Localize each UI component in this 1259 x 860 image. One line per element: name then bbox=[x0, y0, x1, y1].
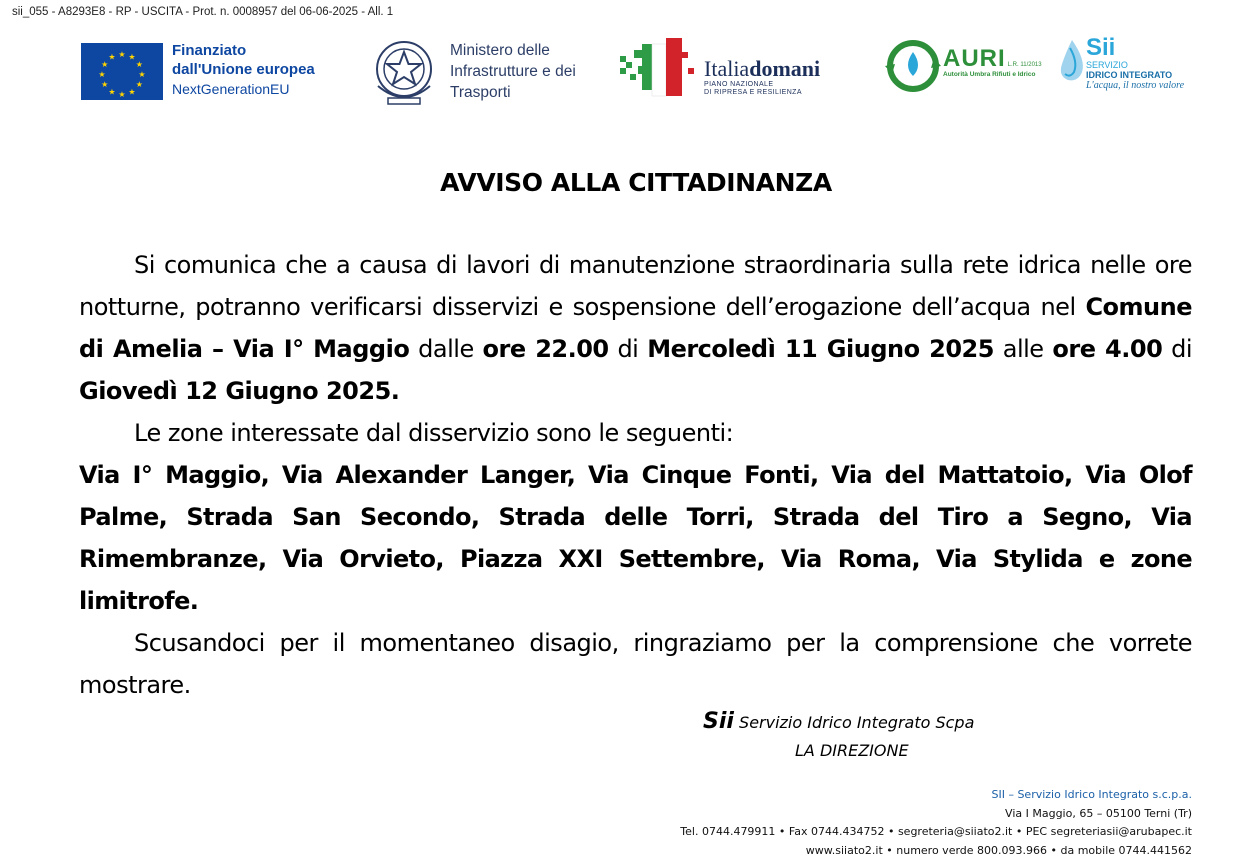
sii-text bbox=[1086, 36, 1184, 92]
eu-line1: Finanziato bbox=[172, 41, 315, 60]
paragraph-apology: Scusandoci per il momentaneo disagio, ringraziamo per la comprensione che vorrete mostrare. bbox=[79, 622, 1192, 706]
footer-contacts bbox=[680, 786, 1192, 860]
svg-text:★: ★ bbox=[118, 90, 125, 99]
paragraph-zones-list: Via I° Maggio, Via Alexander Langer, Via Cinque Fonti, Via del Mattatoio, Via Olof Palme, Strada San Secondo, Strada delle Torri, Strada del Tiro a Segno, Via Rimembranze, Via Orvieto, Piazza XXI Settembre, Via Roma, Via Stylida e zone limitrofe. bbox=[79, 454, 1192, 622]
footer-web-line: www.siiato2.it • numero verde 800.093.966 • da mobile 0744.441562 bbox=[680, 842, 1192, 860]
sii-water-drop-icon bbox=[1056, 38, 1088, 84]
eu-flag-icon bbox=[81, 43, 163, 100]
svg-text:★: ★ bbox=[101, 80, 108, 89]
sii-name: Sii bbox=[1086, 36, 1184, 60]
footer-company: SII – Servizio Idrico Integrato s.c.p.a. bbox=[680, 786, 1192, 805]
eu-line2: dall'Unione europea bbox=[172, 60, 315, 79]
signature-company: Servizio Idrico Integrato Scpa bbox=[739, 713, 974, 732]
svg-text:★: ★ bbox=[138, 70, 145, 79]
sii-line2: IDRICO INTEGRATO bbox=[1086, 70, 1184, 80]
svg-text:★: ★ bbox=[101, 60, 108, 69]
svg-text:★: ★ bbox=[108, 53, 115, 62]
auri-name: AURI bbox=[943, 45, 1006, 72]
italian-republic-emblem-icon bbox=[372, 38, 436, 108]
p1-text-g: alle bbox=[994, 335, 1052, 363]
p1-start-time: ore 22.00 bbox=[483, 335, 609, 363]
footer-contacts-line: Tel. 0744.479911 • Fax 0744.434752 • segreteria@siiato2.it • PEC segreteriasii@arubapec.it bbox=[680, 823, 1192, 842]
p1-text-c: dalle bbox=[409, 335, 482, 363]
italia-sub2: DI RIPRESA E RESILIENZA bbox=[704, 89, 820, 97]
svg-text:★: ★ bbox=[108, 87, 115, 96]
signature-role: LA DIREZIONE bbox=[795, 738, 974, 764]
signature-brand: Sii bbox=[703, 709, 734, 734]
eu-funding-text bbox=[172, 41, 315, 100]
signature-block bbox=[703, 707, 974, 764]
p1-end-time: ore 4.00 bbox=[1052, 335, 1162, 363]
auri-logo-icon bbox=[885, 40, 941, 92]
paragraph-outage bbox=[79, 244, 1192, 412]
italia-domani-title bbox=[704, 57, 820, 81]
sii-line1: SERVIZIO bbox=[1086, 60, 1184, 70]
svg-text:★: ★ bbox=[128, 87, 135, 96]
svg-text:★: ★ bbox=[128, 53, 135, 62]
auri-text bbox=[943, 47, 1042, 79]
auri-subtitle: Autorità Umbra Rifiuti e Idrico bbox=[943, 71, 1042, 79]
p1-location: Comune di Amelia – Via I° Maggio bbox=[79, 293, 1192, 363]
p1-text-e: di bbox=[609, 335, 648, 363]
svg-text:★: ★ bbox=[136, 80, 143, 89]
p1-text-i: di bbox=[1162, 335, 1192, 363]
p1-end-date: Giovedì 12 Giugno 2025. bbox=[79, 377, 399, 405]
italia-sub1: PIANO NAZIONALE bbox=[704, 81, 820, 89]
svg-text:★: ★ bbox=[136, 60, 143, 69]
footer-address: Via I Maggio, 65 – 05100 Terni (Tr) bbox=[680, 805, 1192, 824]
italia-domani-text bbox=[704, 57, 820, 97]
p1-text-a: Si comunica che a causa di lavori di manutenzione straordinaria sulla rete idrica nelle ore notturne, potranno verificarsi disservizi e sospensione dell’erogazione dell’acqua nel bbox=[79, 251, 1192, 321]
svg-text:★: ★ bbox=[118, 50, 125, 59]
notice-body bbox=[79, 244, 1192, 706]
paragraph-zones-intro: Le zone interessate dal disservizio sono le seguenti: bbox=[79, 412, 1192, 454]
p1-start-date: Mercoledì 11 Giugno 2025 bbox=[647, 335, 994, 363]
italia-domani-flag-icon bbox=[620, 38, 700, 102]
domani-word: domani bbox=[749, 56, 820, 81]
ministry-line1: Ministero delle bbox=[450, 40, 576, 61]
eu-line3: NextGenerationEU bbox=[172, 79, 315, 100]
protocol-line: sii_055 - A8293E8 - RP - USCITA - Prot. n. 0008957 del 06-06-2025 - All. 1 bbox=[12, 6, 393, 18]
ministry-text bbox=[450, 40, 576, 103]
ministry-line2: Infrastrutture e dei bbox=[450, 61, 576, 82]
italia-word: Italia bbox=[704, 56, 749, 81]
auri-law-ref: L.R. 11/2013 bbox=[1008, 62, 1042, 68]
notice-title: AVVISO ALLA CITTADINANZA bbox=[0, 168, 1259, 197]
svg-text:★: ★ bbox=[98, 70, 105, 79]
ministry-line3: Trasporti bbox=[450, 82, 576, 103]
sii-tagline: L'acqua, il nostro valore bbox=[1086, 80, 1184, 92]
